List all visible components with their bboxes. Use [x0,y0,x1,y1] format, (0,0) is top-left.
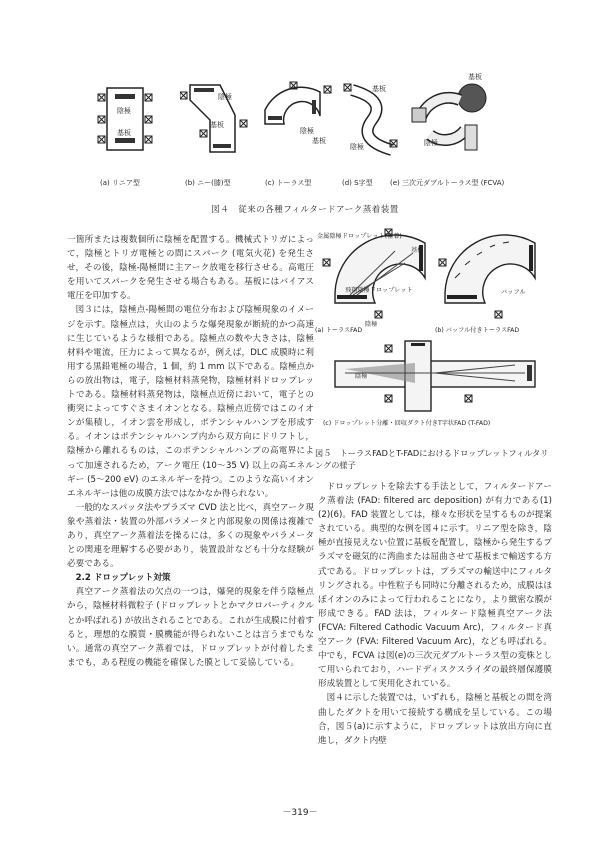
fig4e-substrate-label: 基板 [468,73,482,81]
torus-filter-diagram [260,80,335,160]
figure-4a-linear [95,80,155,187]
right-column [318,480,552,748]
fig5c-cathode-label: 陰極 [355,373,368,380]
left-paragraph-1: 一箇所または複数個所に陰極を配置する。機械式トリガによって，陰極とトリガ電極との間にスパーク (電気火花) を発生させ，その後，陰極-陽極間に主アーク放電を移行させる。高電圧を用いてスパークを発生させる場合もある。基板にはバイアス電圧を印加する。 [67,235,314,302]
fig4e-cathode-label: 陰極 [424,139,438,147]
fig4d-cathode-label: 陰極 [350,143,364,151]
section-heading-2-2: 2.2 ドロップレット対策 [75,573,171,584]
fig5-flying-droplet-label: 飛翔陰極ドロップレット [345,287,413,294]
fig5c-label: (c) ドロップレット分離・回収ダクト付きT字状FAD (T-FAD) [323,420,491,427]
left-section-paragraph: 真空アーク蒸着法の欠点の一つは，爆発的現象を伴う陰極点から，陰極材料微粒子 (ドロップレットとかマクロパーティクルとか呼ばれる) が放出されることである。これが生成膜に付着すると，理想的な膜質・膜機能が得られないことは言うまでもない。通常の真空アーク蒸着では，ドロップレットが付着したままでも，ある程度の機能を確保した膜として妥協している。 [67,587,314,668]
fig5-cathode-label: 陰極 [365,321,378,328]
fig4b-substrate-label: 基板 [210,121,224,129]
fig4c-label: (c) トーラス型 [265,179,312,187]
page-number: －319－ [282,808,318,818]
fig4c-cathode-label: 陰極 [300,127,314,135]
fig4a-substrate-label: 基板 [117,129,131,137]
figure-4 [60,73,550,215]
figure-4e-fcva [390,73,505,187]
left-paragraph-3: 一般的なスパッタ法やプラズマ CVD 法と比べ，真空アーク現象や蒸着法・装置の外部パラメータと内部現象の関係は複雑であり，真空アーク蒸着法を操るには，多くの現象やパラメータとの関連を理解する必要があり，装置設計なども十分な経験が必要である。 [67,502,314,570]
left-paragraph-2: 図３には，陰極点-陽極間の電位分布および陰極現象のイメージを示す。陰極点は，火山のような爆発現象が断続的かつ高速に生じているような様相である。陰極点の数や大きさは，陰極材料や電流，圧力によって異なるが，例えば，DLC 成膜時に利用する黒鉛電極の場合，1 個，約 1 mm 以下である。陰極点からの放出物は，電子，陰極材料蒸発物，陰極材料ドロップレットである。陰極材料蒸発物は，陰極点近傍において，電子との衝突によってすぐさまイオンとなる。陰極点近傍ではこのイオンが集積し，イオン雲を形成し，ポテンシャルハンプを形成する。イオンはポテンシャルハンプ内から双方向にドリフトし，陰極から離れるものは，このポテンシャルハンプの高電界によって加速されるため，アーク電圧 (10～35 V) 以上の高エネルギー (5～200 eV) のエネルギーを持つ。このような高いイオンエネルギーは他の成膜方法ではなかなか得られない。 [67,305,314,499]
fig5b-baffle-label: バッフル [501,289,526,296]
fig4e-label: (e) 三次元ダブルトーラス型 (FCVA) [390,179,505,187]
fig4c-substrate-label: 基板 [312,137,326,145]
figure-4d-s-type [342,80,402,187]
figure-4c-torus [260,80,335,187]
left-column [67,233,314,670]
right-paragraph-1: ドロップレットを除去する手法として，フィルタードアーク蒸着法 (FAD: filtered arc deposition) が有力である(1)(2)(6)。FAD 装置としては，様々な形状を呈するものが提案されている。典型的な例を図４に示す。リニア型を除き，陰極が直接見えない位置に基板を配置し，陰極から発生するプラズマを磁気的に湾曲または屈曲させて基板まで輸送する方式である。ドロップレットは，プラズマの輸送中にフィルタリングされる。中性粒子も同時に分離されるため，成膜はほぼイオンのみによって行われることになり，より緻密な膜が形成できる。FAD 法は，フィルタード陰極真空アーク法 (FCVA: Filtered Cathodic Vacuum Arc)，フィルタード真空アーク (FVA: Filtered Vacuum Arc)，なども呼ばれる。中でも，FCVA は図(e)の三次元ダブルトーラス型の変株として用いられており，ハードディスクスライダの最終層保護膜形成装置として実用化されている。 [318,482,552,690]
fig4b-cathode-label: 陰極 [218,93,232,101]
fig4a-label: (a) リニア型 [100,179,140,187]
fig4d-substrate-label: 基板 [372,85,386,93]
fig5-metal-ion-label: 金属陰極ドロップレット(極着) [317,233,402,240]
fig5b-label: (b) バッフル付きトーラスFAD [435,327,520,334]
fig5a-substrate-label: 基板 [411,247,424,254]
figure-5 [315,223,555,470]
fig4a-cathode-label: 陰極 [117,107,131,115]
figure-5-caption: 図５ トーラスFADとT-FADにおけるドロップレットフィルタリングの様子 [315,448,549,470]
linear-filter-diagram [95,80,155,160]
right-paragraph-2: 図４に示した装置では，いずれも，陰極と基板との間を湾曲したダクトを用いて接続する構成を呈している。この場合，図５(a)に示すように，ドロップレットは放出方向に直進し，ダクト内壁 [318,693,552,746]
fcva-filter-diagram [410,80,505,160]
fig4d-label: (d) S字型 [342,179,373,187]
fig5a-label: (a) トーラスFAD [315,327,363,334]
fig4b-label: (b) ニー(膝)型 [185,179,231,187]
figure-4-caption: 図４ 従来の各種フィルタードアーク蒸着装置 [211,205,399,215]
figure-4b-knee [180,80,255,187]
